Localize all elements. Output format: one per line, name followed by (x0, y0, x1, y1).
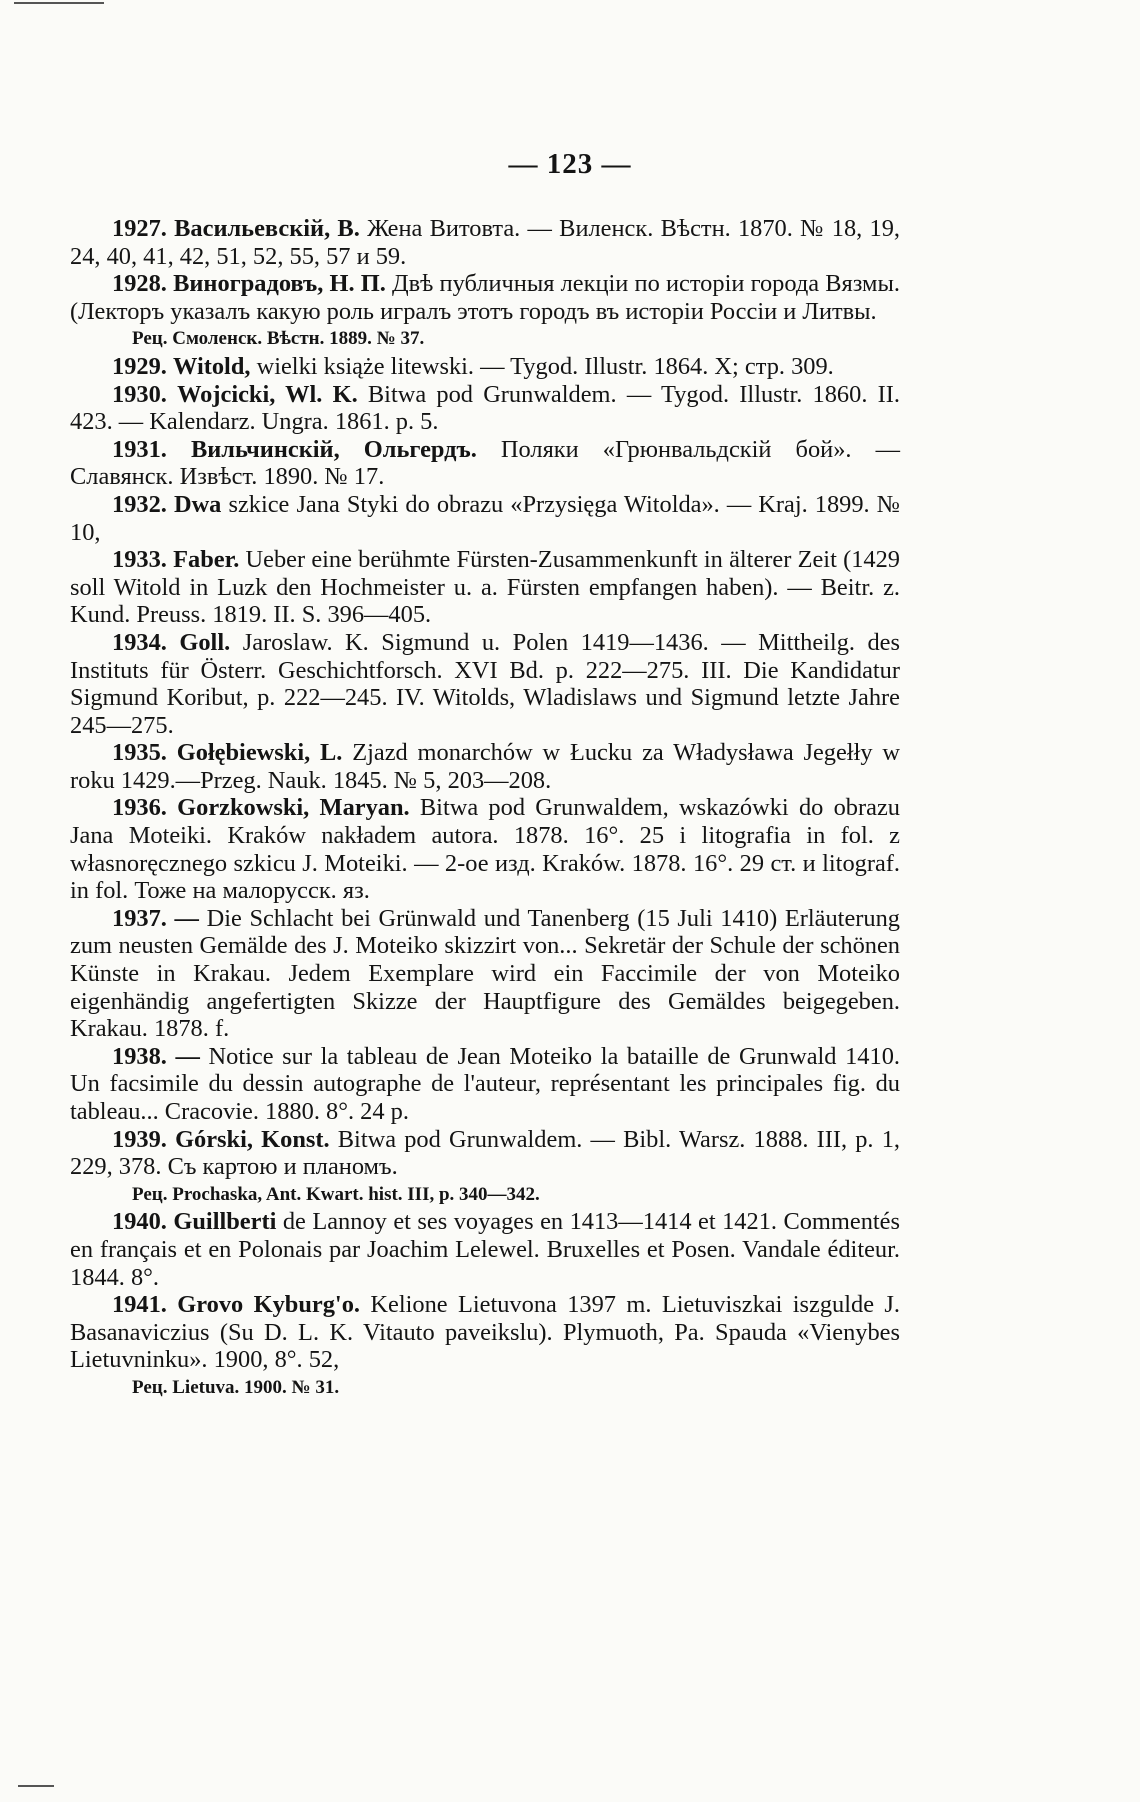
entry-author: Dwa (173, 490, 222, 518)
entry-number: 1941. (112, 1291, 167, 1319)
entry-text: Поляки «Грюнвальдскій бой». — Славянск. Извѣст. 1890. № 17. (70, 435, 900, 491)
entry-author: Виноградовъ, Н. П. (173, 270, 386, 298)
entry-text: Jaroslaw. K. Sigmund u. Polen 1419—1436. — Mittheilg. des Instituts für Österr. Geschichtforsch. XVI Bd. p. 222—275. III. Die Kandidatur Sigmund Koribut, p. 222—245. IV. Witolds, Wladislaws und Sigmund letzte Jahre 245—275. (70, 628, 900, 739)
entry-number: 1931. (112, 435, 167, 463)
entry-1929 (70, 353, 900, 381)
entry-1935 (70, 739, 900, 794)
entry-number: 1933. (112, 546, 167, 574)
entry-number: 1928. (112, 270, 167, 298)
entry-author: Gorzkowski, Maryan. (177, 794, 410, 822)
entry-1928 (70, 270, 900, 325)
entry-author: Goll. (179, 628, 231, 656)
entry-number: 1930. (112, 380, 167, 408)
entry-number: 1939. (112, 1125, 167, 1153)
margin-mark-bottom (18, 1785, 54, 1787)
page-number: — 123 — (508, 148, 632, 180)
margin-mark-top (14, 2, 104, 4)
entry-text: Die Schlacht bei Grünwald und Tanenberg (15 Juli 1410) Erläuterung zum neusten Gemälde des J. Moteiko skizzirt von... Sekretär der Schule der schönen Künste in Krakau. Jedem Exemplare wird ein Faccimile der von Moteiko eigenhändig angefertigten Skizze der Hauptfigure des Gemäldes beigegeben. Krakau. 1878. f. (70, 904, 900, 1043)
entry-1933 (70, 546, 900, 629)
entry-author: Wojcicki, Wl. K. (177, 380, 358, 408)
entry-text: Notice sur la tableau de Jean Moteiko la bataille de Grunwald 1410. Un facsimile du dessin autographe de l'auteur, représentant les principales fig. du tableau... Cracovie. 1880. 8°. 24 p. (70, 1042, 900, 1125)
entry-text: Zjazd monarchów w Łucku za Władysława Jegełły w roku 1429.—Przeg. Nauk. 1845. № 5, 203—208. (70, 739, 900, 794)
entry-number: 1940. (112, 1208, 167, 1236)
entry-number: 1937. (112, 904, 167, 932)
entry-author: Faber. (173, 546, 240, 574)
entry-number: 1929. (112, 352, 167, 380)
entry-number: 1934. (112, 628, 167, 656)
entry-text: wielki książe litewski. — Tygod. Illustr. 1864. X; стр. 309. (250, 352, 834, 380)
entry-number: 1932. (112, 490, 167, 518)
entry-author: Górski, Konst. (175, 1125, 330, 1153)
entry-1939 (70, 1126, 900, 1181)
entry-review-ref: Рец. Смоленск. Вѣстн. 1889. № 37. (132, 328, 425, 350)
entry-text: szkice Jana Styki do obrazu «Przysięga Witolda». — Kraj. 1899. № 10, (70, 490, 900, 546)
entry-author: Gołębiewski, L. (176, 739, 343, 767)
entry-author: — (174, 904, 199, 932)
entry-1940 (70, 1208, 900, 1291)
entry-author: Васильевскій, В. (174, 215, 360, 242)
entry-text: Bitwa pod Grunwaldem. — Bibl. Warsz. 1888. III, p. 1, 229, 378. Съ картою и планомъ. (70, 1125, 900, 1181)
entry-author: Witold, (173, 352, 251, 380)
entry-number: 1936. (112, 794, 167, 822)
entry-1937 (70, 905, 900, 1043)
entry-text: Bitwa pod Grunwaldem, wskazówki do obrazu Jana Moteiki. Kraków nakładem autora. 1878. 16°. 25 i litografia in fol. z własnoręcznego szkicu J. Moteiki. — 2-ое изд. Kraków. 1878. 16°. 29 ст. и litograf. in fol. Тоже на малорусск. яз. (70, 794, 900, 905)
entry-text: Ueber eine berühmte Fürsten-Zusammenkunft in älterer Zeit (1429 soll Witold in Luzk den Hochmeister u. a. Fürsten empfangen haben). — Beitr. z. Kund. Preuss. 1819. II. S. 396—405. (70, 546, 900, 629)
entry-author: Grovo Kyburg'o. (177, 1291, 360, 1319)
entry-1927 (70, 215, 900, 270)
entry-1941 (70, 1291, 900, 1374)
entry-author: — (175, 1042, 200, 1070)
entry-review-ref: Рец. Lietuva. 1900. № 31. (132, 1376, 340, 1398)
entry-1931 (70, 436, 900, 491)
entry-author: Вильчинскій, Ольгердъ. (190, 435, 477, 463)
entry-1932 (70, 491, 900, 546)
entry-text: Kelione Lietuvona 1397 m. Lietuviszkai iszgulde J. Basanaviczius (Su D. L. K. Vitauto paveikslu). Plymuoth, Pa. Spauda «Vienybes Lietuvninku». 1900, 8°. 52, (70, 1291, 901, 1374)
entry-number: 1927. (112, 215, 167, 242)
entry-text: Двѣ публичныя лекціи по исторіи города Вязмы. (Лекторъ указалъ какую роль игралъ этотъ городъ въ исторіи Россіи и Литвы. (70, 270, 900, 325)
entry-1936 (70, 794, 900, 904)
entry-1934 (70, 629, 900, 739)
entry-text: Bitwa pod Grunwaldem. — Tygod. Illustr. 1860. II. 423. — Kalendarz. Ungra. 1861. p. 5. (70, 380, 900, 436)
entry-1930 (70, 381, 900, 436)
entry-text: de Lannoy et ses voyages en 1413—1414 et 1421. Commentés en français et en Polonais par Joachim Lelewel. Bruxelles et Posen. Vandale éditeur. 1844. 8°. (70, 1208, 900, 1291)
entry-text: Жена Витовта. — Виленск. Вѣстн. 1870. № 18, 19, 24, 40, 41, 42, 51, 52, 55, 57 и 59. (70, 215, 900, 270)
entry-number: 1938. (112, 1042, 167, 1070)
entry-number: 1935. (112, 739, 167, 767)
entry-review-ref: Рец. Prochaska, Ant. Kwart. hist. III, p. 340—342. (132, 1183, 540, 1205)
entry-1938 (70, 1043, 900, 1126)
entry-author: Guillberti (173, 1208, 277, 1236)
bibliography-list (70, 215, 900, 1402)
